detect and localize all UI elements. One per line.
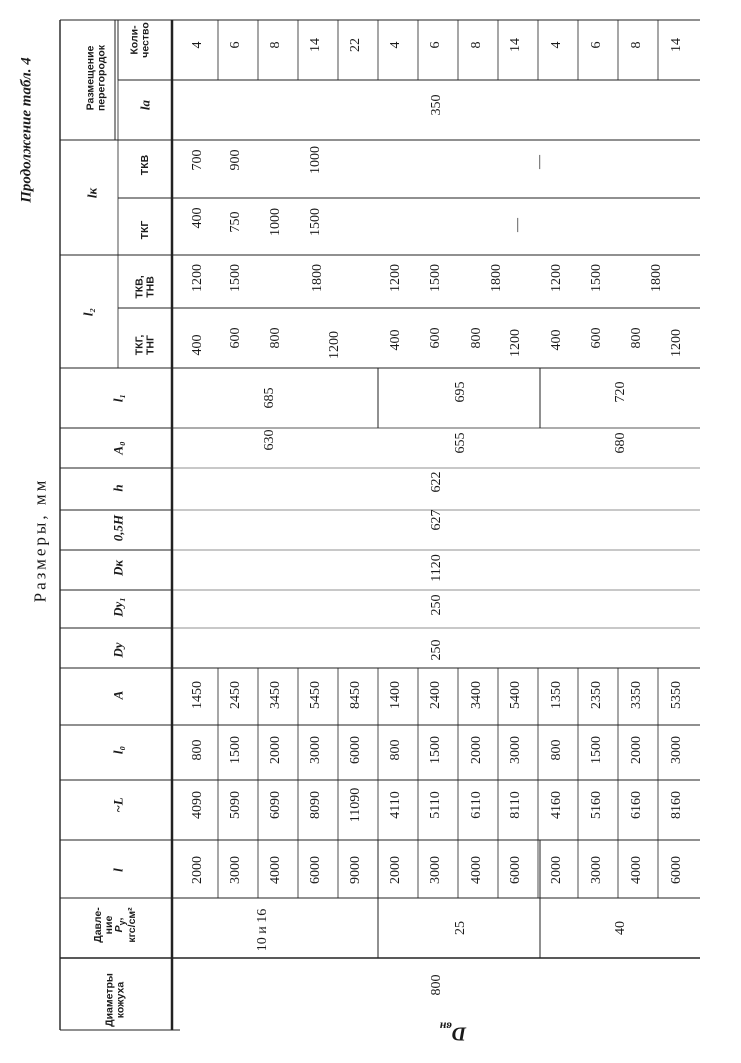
- cell-l: 3000: [428, 856, 443, 884]
- l2-tkg-value: 600: [589, 327, 604, 349]
- header-lk-tkv: ТКВ: [138, 154, 151, 176]
- l2-tkv-value: 1500: [589, 264, 604, 292]
- cell-count: 8: [268, 41, 283, 49]
- cell-count: 4: [549, 41, 564, 49]
- header-l2-tkv: ТКВ, ТНВ: [133, 275, 156, 299]
- lk-tkv-value: 1000: [308, 146, 323, 174]
- cell-l0: 2000: [629, 736, 644, 764]
- common-dy1: 250: [429, 594, 444, 616]
- cell-l: 6000: [669, 856, 684, 884]
- cell-A: 2450: [228, 681, 243, 709]
- l2-tkg-value: 1200: [327, 331, 342, 359]
- lk-tkg-value: 1000: [268, 208, 283, 236]
- cell-l0: 800: [388, 739, 403, 761]
- cell-l0: 2000: [268, 736, 283, 764]
- cell-L: 4160: [549, 791, 564, 819]
- l2-tkv-value: 1200: [388, 264, 403, 292]
- header-Dy: Dу: [110, 642, 126, 658]
- common-dk: 1120: [429, 554, 444, 582]
- cell-A: 3450: [268, 681, 283, 709]
- cell-l0: 3000: [508, 736, 523, 764]
- cell-l: 3000: [228, 856, 243, 884]
- cell-count: 14: [508, 38, 523, 52]
- cell-l: 4000: [268, 856, 283, 884]
- lk-tkv-value: —: [532, 155, 547, 169]
- l2-tkg-value: 400: [549, 329, 564, 351]
- header-la: lа: [137, 99, 153, 111]
- common-half-h: 627: [429, 509, 444, 531]
- cell-l: 2000: [388, 856, 403, 884]
- cell-L: 4110: [388, 791, 403, 819]
- lk-tkg-value: 750: [228, 211, 243, 233]
- l2-tkv-value: 1800: [310, 264, 325, 292]
- pressure-group-3: 40: [613, 921, 628, 935]
- cell-l: 6000: [308, 856, 323, 884]
- lk-tkg-value: 1500: [308, 208, 323, 236]
- cell-A: 2400: [428, 681, 443, 709]
- header-h: h: [110, 484, 126, 492]
- pressure-group-2: 25: [453, 921, 468, 935]
- l2-tkg-value: 800: [268, 327, 283, 349]
- header-lk-tkg: ТКГ: [138, 220, 151, 240]
- cell-L: 8090: [308, 791, 323, 819]
- l2-tkg-value: 1200: [508, 329, 523, 357]
- cell-L: 6090: [268, 791, 283, 819]
- cell-l0: 1500: [228, 736, 243, 764]
- cell-count: 4: [388, 41, 403, 49]
- l2-tkv-value: 1500: [228, 264, 243, 292]
- header-l0: l₀: [110, 745, 126, 755]
- cell-l: 4000: [469, 856, 484, 884]
- l1-group-3: 720: [613, 381, 628, 403]
- header-l2-tkg: ТКГ, ТНГ: [133, 334, 156, 356]
- l2-tkv-value: 1200: [190, 264, 205, 292]
- header-A: A: [110, 690, 126, 700]
- cell-L: 11090: [348, 787, 363, 823]
- cell-count: 6: [428, 41, 443, 49]
- cell-A: 5400: [508, 681, 523, 709]
- cell-A: 1400: [388, 681, 403, 709]
- cell-count: 14: [308, 38, 323, 52]
- cell-l: 2000: [549, 856, 564, 884]
- cell-A: 5350: [669, 681, 684, 709]
- header-pressure: Давле- ние $P_у$, кгс/см²: [91, 907, 138, 943]
- lk-tkg-value: —: [510, 218, 525, 232]
- header-count: Коли- чество: [128, 22, 151, 58]
- l2-tkv-value: 1500: [428, 264, 443, 292]
- cell-l: 2000: [190, 856, 205, 884]
- sizes-caption: Размеры, мм: [30, 477, 50, 603]
- l2-tkv-value: 1800: [489, 264, 504, 292]
- header-half-H: 0,5H: [110, 514, 126, 542]
- header-Dy1: Dу₁: [110, 597, 126, 617]
- header-Dk: Dк: [110, 560, 126, 576]
- cell-l0: 3000: [308, 736, 323, 764]
- pressure-group-1: 10 и 16: [255, 908, 270, 952]
- cell-A: 8450: [348, 681, 363, 709]
- cell-l0: 800: [549, 739, 564, 761]
- l2-tkg-value: 400: [190, 334, 205, 356]
- a0-group-1: 630: [262, 429, 277, 451]
- cell-L: 4090: [190, 791, 205, 819]
- header-diameter: Диаметры кожуха: [103, 973, 126, 1027]
- diameter-value: 800: [429, 974, 444, 996]
- cell-l0: 1500: [589, 736, 604, 764]
- cell-A: 5450: [308, 681, 323, 709]
- l2-tkg-value: 400: [388, 329, 403, 351]
- header-l: l: [110, 868, 126, 872]
- cell-L: 5090: [228, 791, 243, 819]
- l2-tkg-value: 800: [469, 327, 484, 349]
- cell-l0: 6000: [348, 736, 363, 764]
- header-l1: l₁: [110, 393, 126, 403]
- cell-l: 6000: [508, 856, 523, 884]
- a0-group-3: 680: [613, 432, 628, 454]
- cell-A: 1450: [190, 681, 205, 709]
- cell-L: 5160: [589, 791, 604, 819]
- common-h: 622: [429, 471, 444, 493]
- cell-l0: 2000: [469, 736, 484, 764]
- cell-L: 8110: [508, 791, 523, 819]
- l1-group-1: 685: [262, 387, 277, 409]
- common-dy: 250: [429, 639, 444, 661]
- header-A0: A₀: [110, 441, 126, 455]
- cell-A: 3350: [629, 681, 644, 709]
- cell-l0: 800: [190, 739, 205, 761]
- lk-tkg-value: 400: [190, 207, 205, 229]
- cell-L: 6110: [469, 791, 484, 819]
- cell-count: 22: [348, 38, 363, 52]
- l2-tkg-value: 600: [228, 327, 243, 349]
- cell-count: 6: [589, 41, 604, 49]
- cell-L: 6160: [629, 791, 644, 819]
- cell-l: 3000: [589, 856, 604, 884]
- inner-diameter-symbol: $D_{вн}$: [439, 1019, 467, 1045]
- common-la: 350: [429, 94, 444, 116]
- cell-A: 2350: [589, 681, 604, 709]
- cell-A: 1350: [549, 681, 564, 709]
- page-title: Продолжение табл. 4: [18, 57, 35, 203]
- cell-count: 4: [190, 41, 205, 49]
- l2-tkv-value: 1200: [549, 264, 564, 292]
- cell-count: 6: [228, 41, 243, 49]
- header-partitions: Размещение перегородок: [84, 44, 107, 112]
- l2-tkg-value: 600: [428, 327, 443, 349]
- cell-count: 14: [669, 38, 684, 52]
- cell-count: 8: [629, 41, 644, 49]
- lk-tkv-value: 700: [190, 149, 205, 171]
- l2-tkg-value: 1200: [669, 329, 684, 357]
- cell-l0: 1500: [428, 736, 443, 764]
- cell-l: 4000: [629, 856, 644, 884]
- header-L: ~L: [110, 797, 126, 813]
- cell-L: 5110: [428, 791, 443, 819]
- l1-group-2: 695: [453, 381, 468, 403]
- cell-A: 3400: [469, 681, 484, 709]
- cell-L: 8160: [669, 791, 684, 819]
- cell-l: 9000: [348, 856, 363, 884]
- header-l2: l₂: [80, 307, 96, 317]
- a0-group-2: 655: [453, 432, 468, 454]
- cell-count: 8: [469, 41, 484, 49]
- cell-l0: 3000: [669, 736, 684, 764]
- l2-tkg-value: 800: [629, 327, 644, 349]
- l2-tkv-value: 1800: [649, 264, 664, 292]
- header-lk: lк: [84, 187, 100, 199]
- lk-tkv-value: 900: [228, 149, 243, 171]
